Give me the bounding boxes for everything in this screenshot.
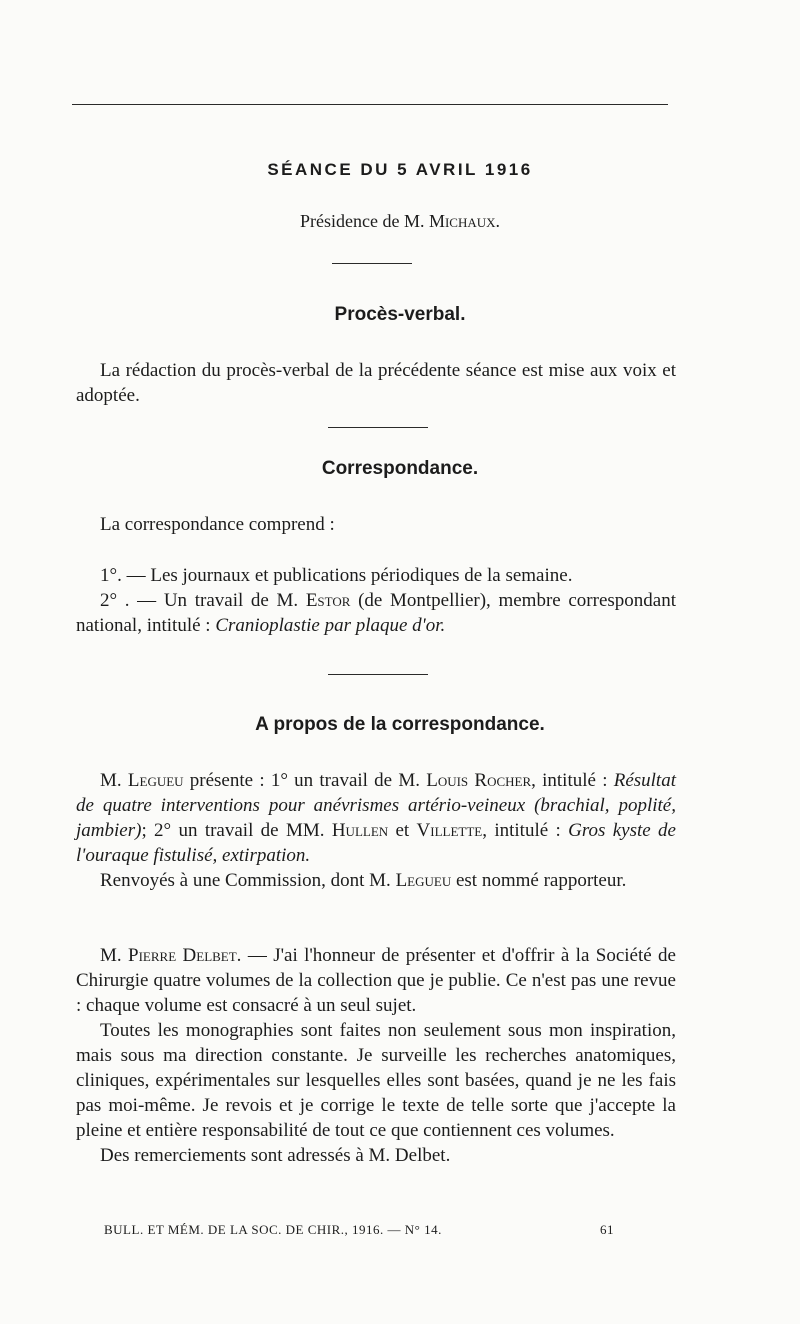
text-run: , intitulé : xyxy=(531,770,614,791)
journal-citation: BULL. ET MÉM. DE LA SOC. DE CHIR., 1916. — N° 14. xyxy=(104,1222,442,1237)
correspondance-heading: Correspondance. xyxy=(321,458,479,479)
author-name: Estor xyxy=(305,590,351,611)
author-name: Legueu xyxy=(127,770,184,791)
author-name: Hullen xyxy=(331,820,389,841)
text-run: , intitulé : xyxy=(482,820,569,841)
text-run: est nommé rapporteur. xyxy=(451,870,627,891)
delbet-paragraph-1 xyxy=(76,943,676,1018)
correspondance-item-2 xyxy=(76,588,676,638)
presidence-line xyxy=(0,211,800,232)
work-title: Gros kyste de l'ouraque fistulisé, extirpation. xyxy=(76,820,676,866)
seance-title: SÉANCE DU 5 AVRIL 1916 xyxy=(267,160,533,179)
text-run: — J'ai l'honneur de présenter et d'offrir à la Société de Chirurgie quatre volumes de la collection que je publie. Ce n'est pas une revue : chaque volume est consacré à un seul sujet. xyxy=(76,945,676,1016)
correspondance-item-1: 1°. — Les journaux et publications périodiques de la semaine. xyxy=(100,565,573,586)
author-name: Louis Rocher xyxy=(426,770,532,791)
delbet-body xyxy=(76,943,676,1168)
delbet-paragraph-3: Des remerciements sont adressés à M. Delbet. xyxy=(100,1145,451,1166)
apropos-body xyxy=(76,768,676,893)
work-title: Cranioplastie par plaque d'or. xyxy=(215,615,446,636)
text-run: M. xyxy=(100,770,128,791)
text-run: M. xyxy=(100,945,129,966)
text-run: ; 2° un travail de MM. xyxy=(141,820,332,841)
president-name: Michaux. xyxy=(428,211,501,231)
text-run: présente : 1° un travail de M. xyxy=(183,770,427,791)
text-run: et xyxy=(388,820,417,841)
item2-mid: (de Montpellier), membre correspondant national, intitulé : xyxy=(76,590,676,636)
author-name: Legueu xyxy=(395,870,452,891)
author-name: Villette xyxy=(416,820,483,841)
correspondance-intro: La correspondance comprend : xyxy=(100,514,335,535)
correspondance-list xyxy=(76,563,676,638)
proces-verbal-text: La rédaction du procès-verbal de la précédente séance est mise aux voix et adoptée. xyxy=(76,360,676,406)
section-divider xyxy=(328,674,428,675)
page-footer xyxy=(104,1222,614,1238)
text-run: Renvoyés à une Commission, dont M. xyxy=(100,870,396,891)
top-rule xyxy=(72,104,668,105)
page-number: 61 xyxy=(600,1222,614,1237)
delbet-paragraph-2: Toutes les monographies sont faites non seulement sous mon inspiration, mais sous ma direction constante. Je surveille les recherches anatomiques, cliniques, expérimentales sur lesquelles elles sont basées, quand je ne les fais pas moi-même. Je revois et je corrige le texte de telle sorte que j'accepte la pleine et entière responsabilité de tout ce que contiennent ces volumes. xyxy=(76,1020,676,1141)
section-divider xyxy=(332,263,412,264)
work-title: Résultat de quatre interventions pour anévrismes artério-veineux (brachial, poplité, jambier) xyxy=(76,770,676,841)
section-divider xyxy=(328,427,428,428)
author-name: Pierre Delbet. xyxy=(128,945,242,966)
apropos-heading: A propos de la correspondance. xyxy=(255,714,545,735)
apropos-paragraph-1 xyxy=(76,768,676,868)
apropos-paragraph-2 xyxy=(76,868,676,893)
presidence-prefix: Présidence de M. xyxy=(299,211,429,231)
proces-verbal-heading: Procès-verbal. xyxy=(334,304,466,325)
item2-prefix: 2° . — Un travail de M. xyxy=(100,590,306,611)
